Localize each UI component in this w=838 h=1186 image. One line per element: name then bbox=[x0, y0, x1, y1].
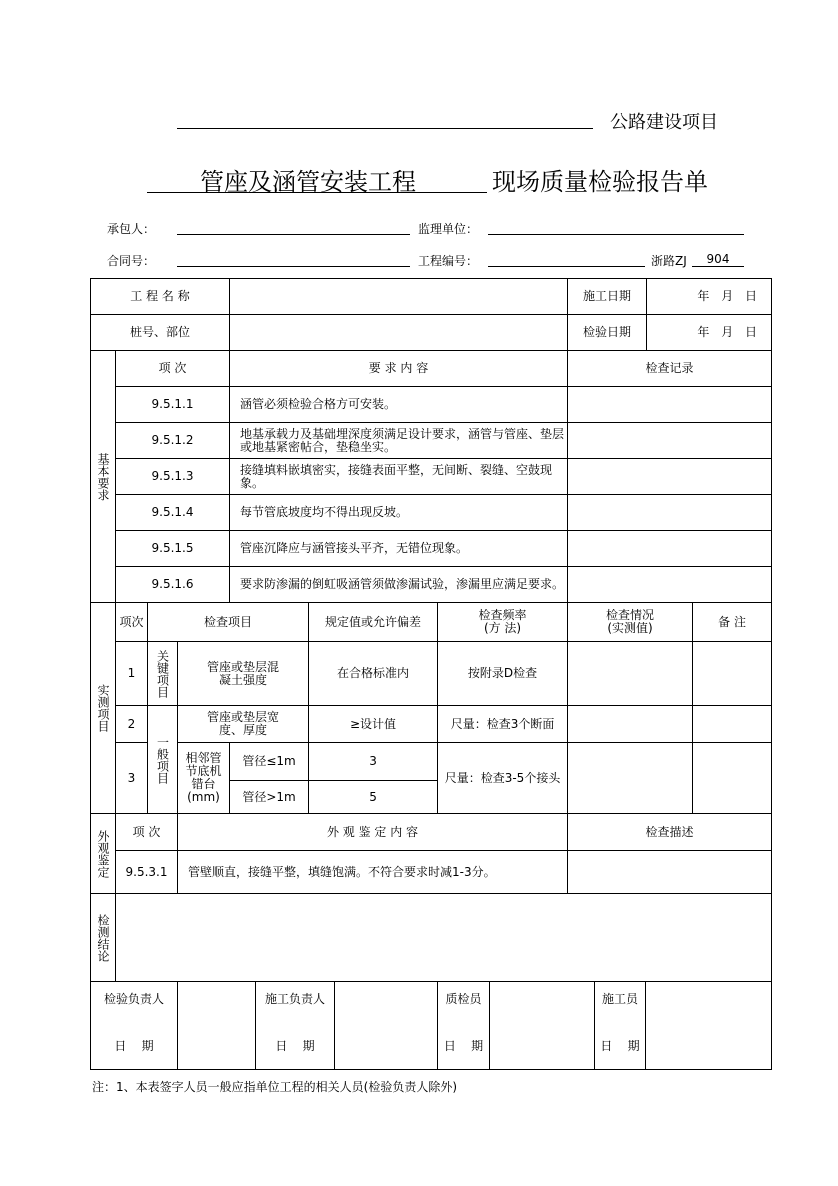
basic-item-id: 9.5.1.6 bbox=[116, 567, 230, 603]
measured-no: 3 bbox=[116, 743, 148, 814]
general-items-label: 一般项目 bbox=[155, 735, 170, 784]
measured-freq: 尺量：检查3个断面 bbox=[438, 706, 568, 743]
table-row bbox=[91, 743, 772, 781]
measured-freq: 按附录D检查 bbox=[438, 642, 568, 706]
measured-col-item: 检查项目 bbox=[148, 603, 309, 642]
project-underline bbox=[177, 128, 593, 129]
inspection-date-field[interactable]: 年 月 日 bbox=[647, 315, 772, 351]
contractor-label: 承包人： bbox=[107, 222, 156, 236]
form-number: 904 bbox=[692, 252, 744, 267]
measured-result-field[interactable] bbox=[568, 706, 693, 743]
qc-label: 质检员 bbox=[438, 981, 490, 1025]
contract-no-field[interactable] bbox=[177, 266, 410, 267]
appearance-col-item: 项 次 bbox=[116, 814, 178, 851]
measured-subitem: 管径>1m bbox=[230, 781, 309, 814]
project-no-field[interactable] bbox=[488, 266, 645, 267]
signature-table bbox=[90, 981, 772, 1070]
qc-date-label: 日 期 bbox=[438, 1025, 490, 1069]
measured-col-no: 项次 bbox=[116, 603, 148, 642]
basic-item-text: 接缝填料嵌填密实，接缝表面平整，无间断、裂缝、空鼓现象。 bbox=[230, 459, 568, 495]
measured-note-field[interactable] bbox=[693, 706, 772, 743]
appearance-text: 管壁顺直，接缝平整，填缝饱满。不符合要求时减1-3分。 bbox=[178, 851, 568, 894]
project-name-label: 工 程 名 称 bbox=[91, 279, 230, 315]
measured-no: 2 bbox=[116, 706, 148, 743]
basic-item-text: 地基承载力及基础埋深度须满足设计要求，涵管与管座、垫层或地基紧密帖合，垫稳坐实。 bbox=[230, 423, 568, 459]
table-row bbox=[91, 387, 772, 423]
inspector-date-label: 日 期 bbox=[91, 1025, 178, 1069]
measured-item: 相邻管节底机错台(mm) bbox=[178, 743, 230, 814]
basic-record-field[interactable] bbox=[568, 459, 772, 495]
key-items-label: 关键项目 bbox=[155, 649, 170, 698]
measured-item: 管座或垫层混凝土强度 bbox=[178, 642, 309, 706]
measured-col-note: 备 注 bbox=[693, 603, 772, 642]
measured-spec: 5 bbox=[309, 781, 438, 814]
measured-spec: ≥设计值 bbox=[309, 706, 438, 743]
basic-col-item: 项 次 bbox=[116, 351, 230, 387]
table-row bbox=[91, 531, 772, 567]
basic-item-id: 9.5.1.4 bbox=[116, 495, 230, 531]
measured-spec: 在合格标准内 bbox=[309, 642, 438, 706]
table-row bbox=[91, 851, 772, 894]
construction-date-field[interactable]: 年 月 日 bbox=[647, 279, 772, 315]
construction-lead-date-label: 日 期 bbox=[256, 1025, 335, 1069]
basic-item-id: 9.5.1.3 bbox=[116, 459, 230, 495]
table-row bbox=[91, 642, 772, 706]
basic-record-field[interactable] bbox=[568, 567, 772, 603]
footnote: 注：1、本表签字人员一般应指单位工程的相关人员(检验负责人除外) bbox=[92, 1080, 458, 1094]
basic-col-record: 检查记录 bbox=[568, 351, 772, 387]
appearance-id: 9.5.3.1 bbox=[116, 851, 178, 894]
measured-col-freq: 检查频率 (方 法) bbox=[438, 603, 568, 642]
appearance-label: 外观鉴定 bbox=[96, 829, 110, 878]
appearance-col-content: 外 观 鉴 定 内 容 bbox=[178, 814, 568, 851]
conclusion-field[interactable] bbox=[116, 894, 772, 982]
supervisor-label: 监理单位： bbox=[418, 222, 479, 236]
table-row bbox=[91, 423, 772, 459]
appearance-desc-field[interactable] bbox=[568, 851, 772, 894]
basic-item-id: 9.5.1.5 bbox=[116, 531, 230, 567]
measured-items-label: 实测项目 bbox=[96, 684, 110, 732]
measured-result-field[interactable] bbox=[568, 642, 693, 706]
table-row bbox=[91, 706, 772, 743]
basic-item-text: 涵管必须检验合格方可安装。 bbox=[230, 387, 568, 423]
project-name-field[interactable] bbox=[230, 279, 568, 315]
project-label: 公路建设项目 bbox=[610, 112, 718, 133]
contractor-field[interactable] bbox=[177, 234, 410, 235]
basic-item-text: 管座沉降应与涵管接头平齐，无错位现象。 bbox=[230, 531, 568, 567]
basic-item-id: 9.5.1.1 bbox=[116, 387, 230, 423]
basic-requirements-label: 基本要求 bbox=[96, 452, 110, 501]
title-name: 管座及涵管安装工程 bbox=[200, 168, 416, 196]
basic-record-field[interactable] bbox=[568, 387, 772, 423]
basic-record-field[interactable] bbox=[568, 531, 772, 567]
measured-subitem: 管径≤1m bbox=[230, 743, 309, 781]
contract-no-label: 合同号： bbox=[107, 254, 156, 268]
inspector-label: 检验负责人 bbox=[91, 981, 178, 1025]
measured-item: 管座或垫层宽度、厚度 bbox=[178, 706, 309, 743]
measured-result-field[interactable] bbox=[568, 743, 693, 814]
measured-col-result: 检查情况 (实测值) bbox=[568, 603, 693, 642]
construction-lead-label: 施工负责人 bbox=[256, 981, 335, 1025]
inspection-date-label: 检验日期 bbox=[568, 315, 647, 351]
measured-no: 1 bbox=[116, 642, 148, 706]
worker-date-label: 日 期 bbox=[595, 1025, 646, 1069]
measured-freq: 尺量：检查3-5个接头 bbox=[438, 743, 568, 814]
worker-sign-field[interactable] bbox=[646, 981, 772, 1069]
form-code: 浙路ZJ bbox=[651, 254, 687, 268]
worker-label: 施工员 bbox=[595, 981, 646, 1025]
station-label: 桩号、部位 bbox=[91, 315, 230, 351]
basic-item-text: 要求防渗漏的倒虹吸涵管须做渗漏试验，渗漏里应满足要求。 bbox=[230, 567, 568, 603]
table-row bbox=[91, 567, 772, 603]
inspector-sign-field[interactable] bbox=[178, 981, 256, 1069]
construction-lead-sign-field[interactable] bbox=[335, 981, 438, 1069]
basic-item-id: 9.5.1.2 bbox=[116, 423, 230, 459]
basic-item-text: 每节管底坡度均不得出现反坡。 bbox=[230, 495, 568, 531]
measured-spec: 3 bbox=[309, 743, 438, 781]
measured-note-field[interactable] bbox=[693, 743, 772, 814]
supervisor-field[interactable] bbox=[488, 234, 744, 235]
station-field[interactable] bbox=[230, 315, 568, 351]
table-row bbox=[91, 495, 772, 531]
construction-date-label: 施工日期 bbox=[568, 279, 647, 315]
basic-col-content: 要 求 内 容 bbox=[230, 351, 568, 387]
basic-record-field[interactable] bbox=[568, 495, 772, 531]
basic-record-field[interactable] bbox=[568, 423, 772, 459]
inspection-table bbox=[90, 278, 772, 982]
project-no-label: 工程编号： bbox=[418, 254, 479, 268]
conclusion-label: 检测结论 bbox=[96, 913, 110, 962]
appearance-col-desc: 检查描述 bbox=[568, 814, 772, 851]
qc-sign-field[interactable] bbox=[490, 981, 595, 1069]
table-row bbox=[91, 459, 772, 495]
page-title: 现场质量检验报告单 bbox=[492, 168, 708, 196]
measured-note-field[interactable] bbox=[693, 642, 772, 706]
measured-col-spec: 规定值或允许偏差 bbox=[309, 603, 438, 642]
